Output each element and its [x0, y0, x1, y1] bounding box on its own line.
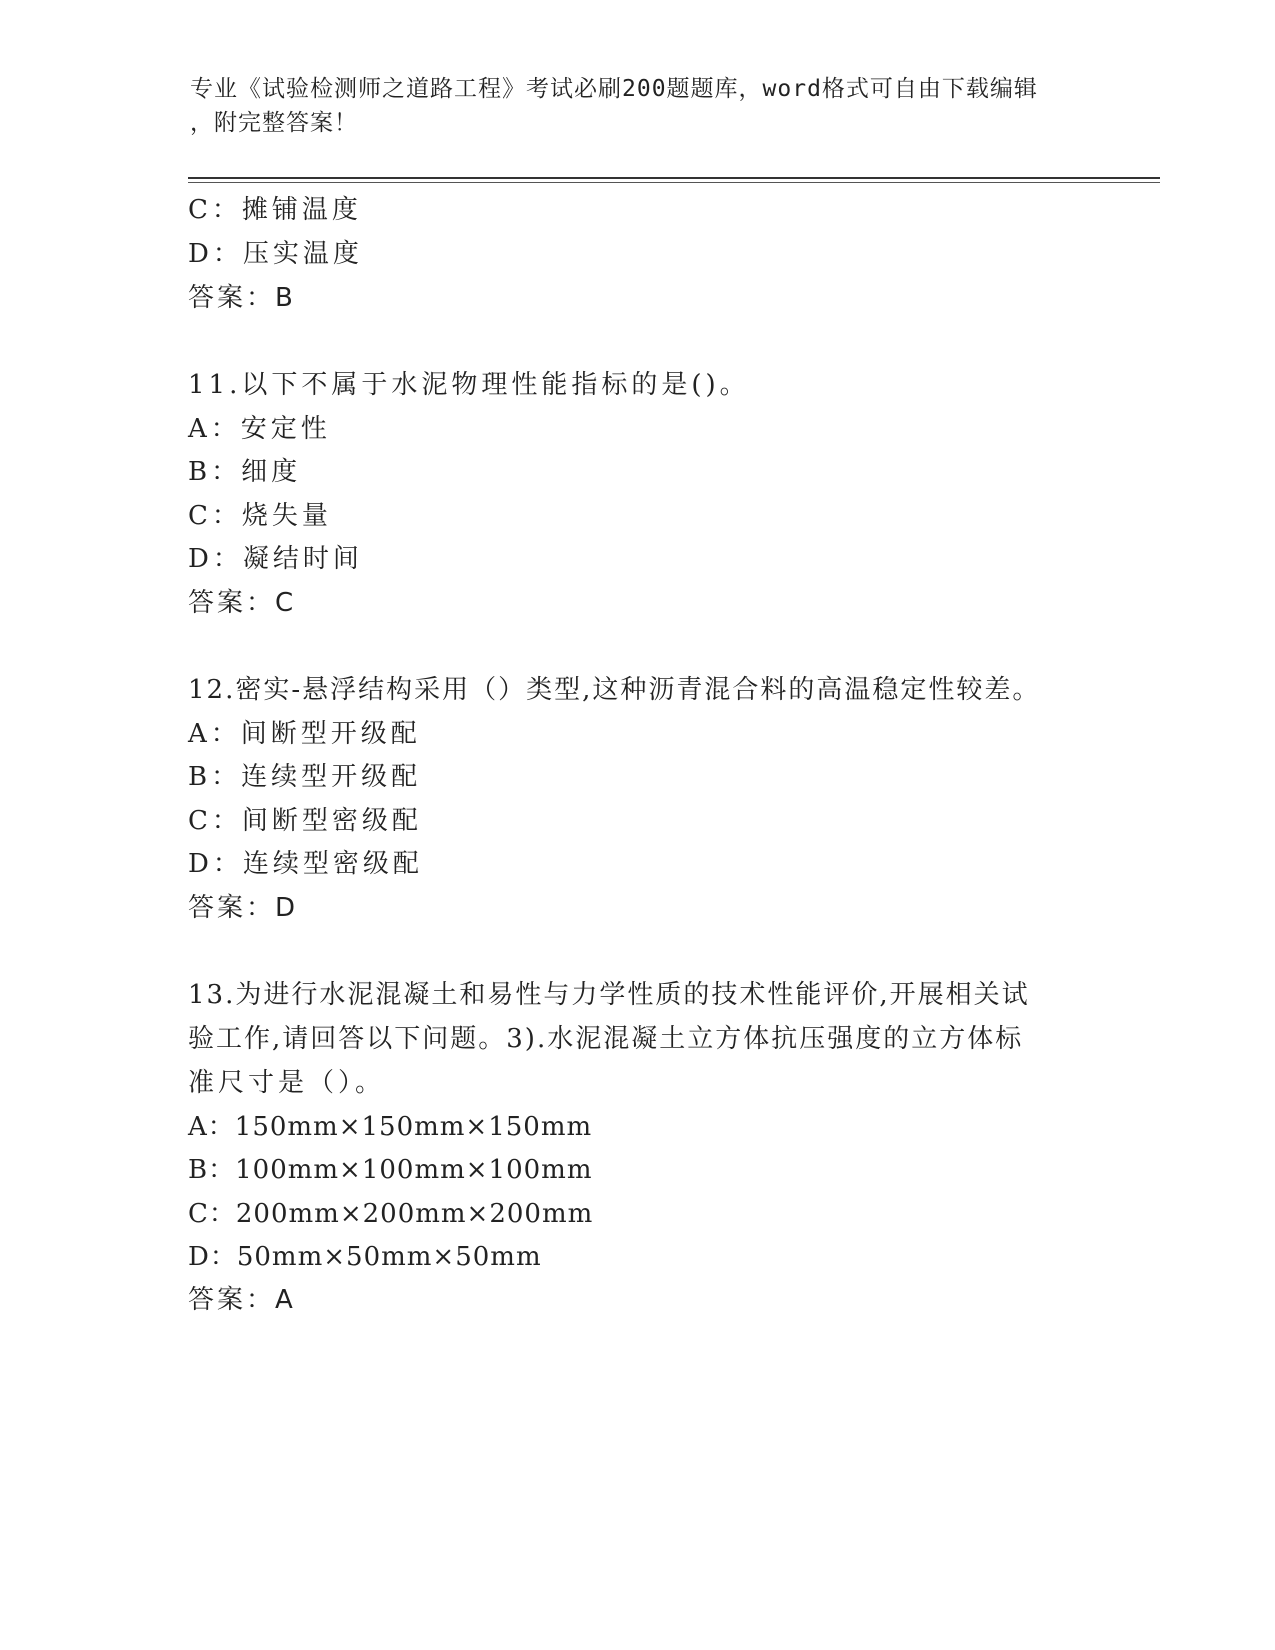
- q12-option-c: C：间断型密级配: [188, 806, 422, 836]
- q11-stem: 11.以下不属于水泥物理性能指标的是()。: [188, 370, 750, 400]
- document-header: [190, 72, 1090, 140]
- header-title-line1: 专业《试验检测师之道路工程》考试必刷200题题库，word格式可自由下载编辑: [190, 76, 1038, 102]
- q10-option-c: C：摊铺温度: [188, 195, 362, 225]
- header-divider-thick: [188, 177, 1160, 179]
- header-divider-thin: [188, 182, 1160, 183]
- q13-option-d: D：50mm×50mm×50mm: [188, 1242, 542, 1272]
- q12-answer: 答案：D: [188, 893, 299, 923]
- q11-option-b: B：细度: [188, 457, 302, 487]
- q13-stem-line2: 验工作,请回答以下问题。3).水泥混凝土立方体抗压强度的立方体标: [188, 1024, 1024, 1054]
- q11-answer: 答案：C: [188, 588, 297, 618]
- q13-answer: 答案：A: [188, 1285, 296, 1315]
- q13-option-b: B：100mm×100mm×100mm: [188, 1155, 593, 1185]
- q10-option-d: D：压实温度: [188, 239, 363, 269]
- q11-option-d: D：凝结时间: [188, 544, 363, 574]
- header-title-line2: ，附完整答案！: [190, 110, 358, 136]
- q12-option-b: B：连续型开级配: [188, 762, 422, 792]
- q13-option-a: A：150mm×150mm×150mm: [188, 1112, 593, 1142]
- q13-option-c: C：200mm×200mm×200mm: [188, 1199, 594, 1229]
- q13-stem-line1: 13.为进行水泥混凝土和易性与力学性质的技术性能评价,开展相关试: [188, 980, 1030, 1010]
- q13-stem-line3: 准尺寸是（）。: [188, 1068, 386, 1098]
- q12-option-d: D：连续型密级配: [188, 849, 423, 879]
- q12-option-a: A：间断型开级配: [188, 719, 421, 749]
- q10-answer: 答案：B: [188, 283, 296, 313]
- q12-stem: 12.密实-悬浮结构采用（）类型,这种沥青混合料的高温稳定性较差。: [188, 675, 1041, 705]
- q11-option-c: C：烧失量: [188, 501, 332, 531]
- q11-option-a: A：安定性: [188, 414, 331, 444]
